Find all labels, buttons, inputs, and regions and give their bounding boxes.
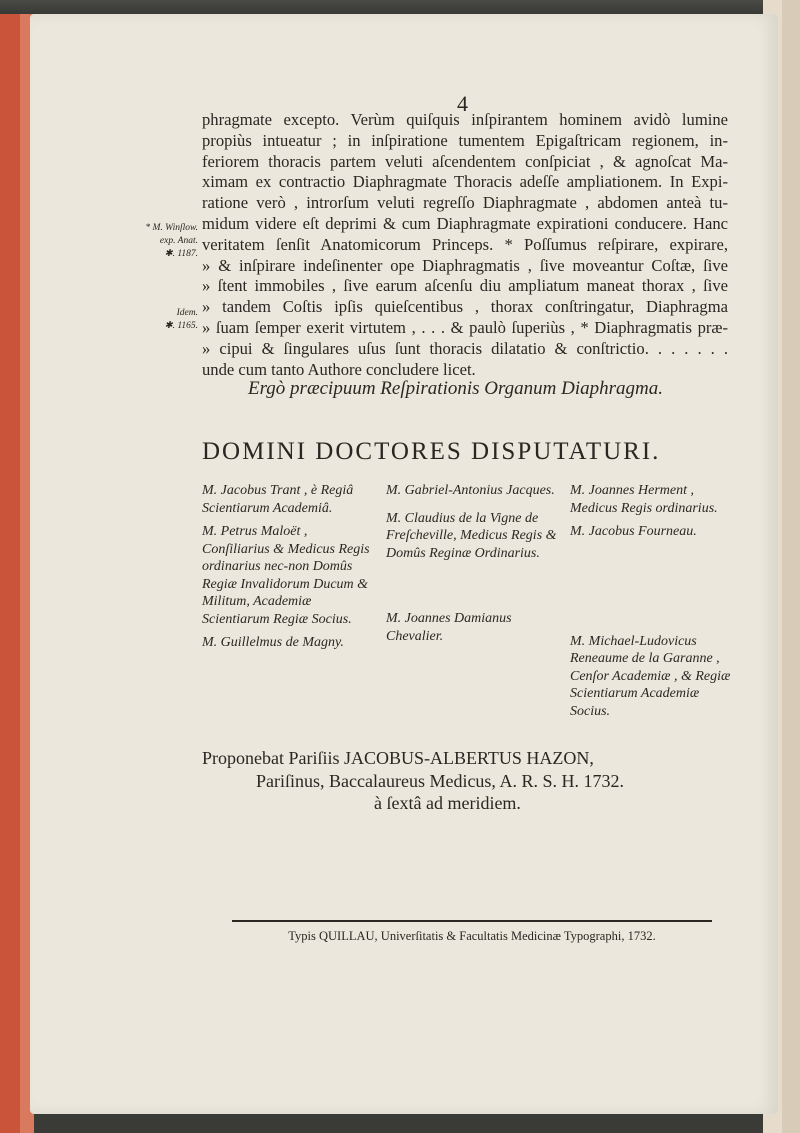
examiner-entry: M. Joannes Herment , Medicus Regis ordinarius.: [570, 483, 718, 516]
margin-note-winslow: [114, 222, 198, 261]
examiner-entry: M. Joannes Damianus Chevalier.: [386, 611, 512, 644]
margin-note-line: ✱. 1187.: [164, 249, 198, 259]
examiner-entry: M. Guillelmus de Magny.: [202, 635, 344, 650]
examiners-column-3: [570, 482, 734, 726]
examiners-column-1: [202, 482, 374, 658]
body-line: veritatem ſenſit Anatomicorum Princeps. * Poſſumus reſpirare, expirare,: [202, 234, 728, 254]
body-line: propiùs intueatur ; in inſpiratione tumentem Epigaſtricam regionem, in-: [202, 130, 728, 150]
body-line: » & inſpirare indeſinenter ope Diaphragmatis , ſive moveantur Coſtæ, ſive: [202, 255, 728, 275]
examiner-entry: M. Claudius de la Vigne de Freſcheville, Medicus Regis & Domûs Reginæ Ordinarius.: [386, 510, 557, 561]
examiners-column-2: [386, 482, 558, 651]
examiner-entry: M. Jacobus Trant , è Regiâ Scientiarum Academiâ.: [202, 483, 354, 516]
body-line: phragmate excepto. Verùm quiſquis inſpirantem hominem avidò lumine: [202, 110, 728, 129]
body-line: » tandem Coſtis ipſis quieſcentibus , thorax conſtringatur, Diaphragma: [202, 297, 728, 317]
examiner-entry: M. Gabriel-Antonius Jacques.: [386, 483, 555, 498]
margin-note-line: ✱. 1165.: [164, 321, 198, 331]
body-line: » ſtent immobiles , ſive earum aſcenſu diu ampliatum maneat thorax , ſive: [202, 276, 728, 296]
examiner-entry: M. Jacobus Fourneau.: [570, 524, 697, 539]
body-line: feriorem thoracis partem veluti aſcendentem conſpiciat , & agnoſcat Ma-: [202, 151, 728, 171]
body-line: » ſuam ſemper exerit virtutem , . . . & paulò ſuperiùs , * Diaphragmatis præ-: [202, 317, 728, 337]
examiner-entry: M. Michael-Ludovicus Reneaume de la Garanne , Cenſor Academiæ , & Regiæ Scientiarum Academiæ Socius.: [570, 633, 731, 719]
page-number: 4: [457, 91, 468, 116]
body-line: » cipui & ſingulares uſus ſunt thoracis dilatatio & conſtrictio. . . . . . .: [202, 338, 728, 358]
next-page-edge-2: [782, 0, 800, 1133]
margin-note-line: Idem.: [176, 308, 198, 318]
proposer-block: [202, 747, 742, 815]
margin-note-idem: [114, 307, 198, 333]
examiner-entry: M. Petrus Maloët , Conſiliarius & Medicus Regis ordinarius nec-non Domûs Regiæ Invalidorum Ducum & Militum, Academiæ Scientiarum Regiæ Socius.: [202, 524, 370, 627]
imprint-rule: [232, 920, 712, 922]
body-line: unde cum tanto Authore concludere licet.: [202, 359, 476, 379]
body-text: [202, 110, 728, 380]
proposer-line: Proponebat Pariſiis JACOBUS-ALBERTUS HAZON,: [202, 748, 594, 768]
body-line: midum videre eſt deprimi & cum Diaphragmate expirationi conducere. Hanc: [202, 213, 728, 233]
printer-imprint: Typis QUILLAU, Univerſitatis & Facultatis Medicinæ Typographi, 1732.: [288, 929, 656, 943]
margin-note-line: exp. Anat.: [159, 236, 198, 246]
section-heading: DOMINI DOCTORES DISPUTATURI.: [202, 438, 661, 465]
conclusion-statement: Ergò præcipuum Reſpirationis Organum Diaphragma.: [248, 378, 664, 399]
margin-note-line: * M. Winſlow.: [145, 223, 198, 233]
body-line: ratione verò , introrſum veluti regreſſo Diaphragmate , abdomen anteà tu-: [202, 193, 728, 213]
body-line: ximam ex contractio Diaphragmate Thoracis adeſſe ampliationem. In Expi-: [202, 172, 728, 192]
document-page: [30, 14, 778, 1114]
proposer-line: Pariſinus, Baccalaureus Medicus, A. R. S. H. 1732.: [256, 770, 624, 791]
proposer-line: à ſextâ ad meridiem.: [374, 793, 521, 813]
